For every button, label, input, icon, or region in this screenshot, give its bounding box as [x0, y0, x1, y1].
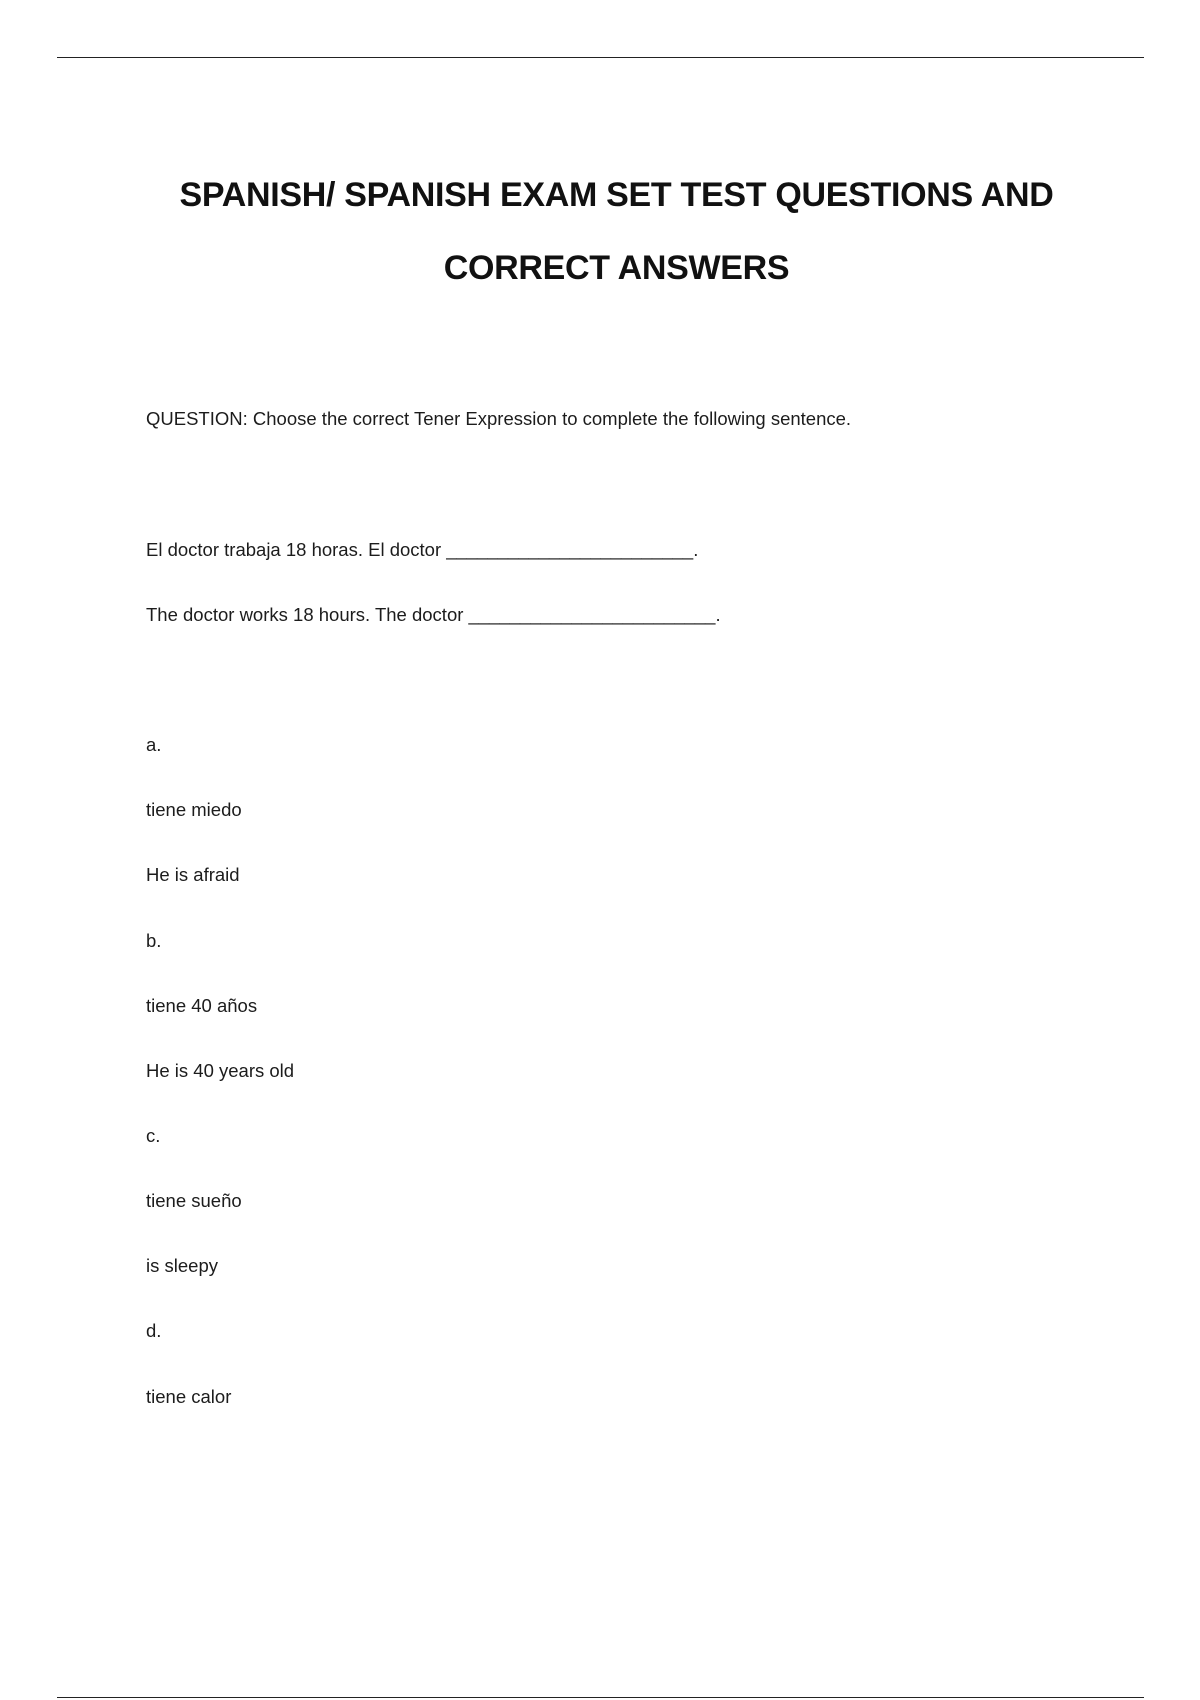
option-a-spanish: tiene miedo — [146, 799, 242, 820]
option-c-letter: c. — [146, 1125, 161, 1146]
option-b-letter: b. — [146, 930, 162, 951]
document-title-line-2: CORRECT ANSWERS — [443, 249, 790, 287]
option-d-spanish: tiene calor — [146, 1386, 232, 1407]
sentence-english: The doctor works 18 hours. The doctor ________________________. — [146, 604, 721, 625]
option-c-english: is sleepy — [146, 1255, 218, 1276]
bottom-divider — [57, 1697, 1144, 1698]
option-c-spanish: tiene sueño — [146, 1190, 242, 1211]
option-d-letter: d. — [146, 1320, 162, 1341]
document-title-line-1: SPANISH/ SPANISH EXAM SET TEST QUESTIONS AND — [179, 176, 1054, 214]
top-divider — [57, 57, 1144, 58]
option-b-english: He is 40 years old — [146, 1060, 295, 1081]
question-prompt: QUESTION: Choose the correct Tener Expression to complete the following sentence. — [146, 408, 852, 429]
option-a-english: He is afraid — [146, 864, 240, 885]
option-b-spanish: tiene 40 años — [146, 995, 258, 1016]
sentence-spanish: El doctor trabaja 18 horas. El doctor ________________________. — [146, 539, 699, 560]
option-a-letter: a. — [146, 734, 162, 755]
